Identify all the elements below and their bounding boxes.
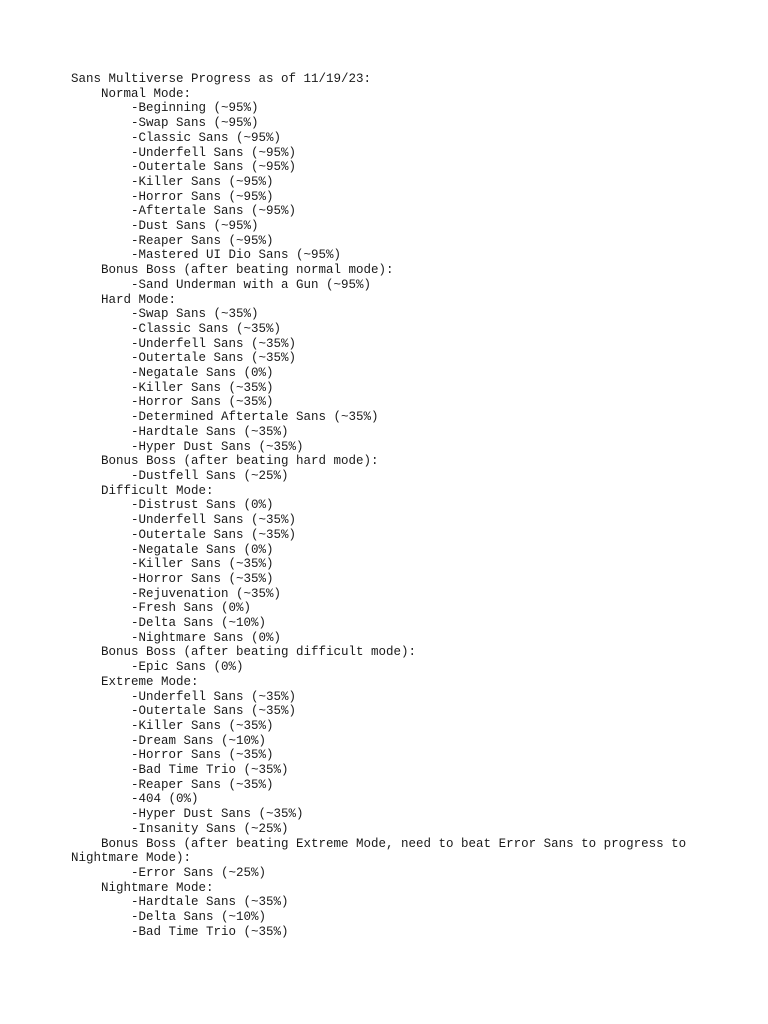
- list-item: -Underfell Sans (~35%): [131, 336, 297, 351]
- list-item: -Aftertale Sans (~95%): [131, 204, 297, 219]
- list-item: -Dustfell Sans (~25%): [131, 468, 289, 483]
- list-item: -Beginning (~95%): [131, 101, 259, 116]
- list-item: -Underfell Sans (~35%): [131, 513, 297, 528]
- list-item: -Hyper Dust Sans (~35%): [131, 807, 304, 822]
- list-item: -Killer Sans (~35%): [131, 380, 274, 395]
- list-item: -Bad Time Trio (~35%): [131, 924, 289, 939]
- list-item: -Swap Sans (~95%): [131, 116, 259, 131]
- list-item: -Outertale Sans (~35%): [131, 704, 297, 719]
- list-item: -Hyper Dust Sans (~35%): [131, 439, 304, 454]
- list-item: -Killer Sans (~95%): [131, 174, 274, 189]
- list-item: -Reaper Sans (~35%): [131, 777, 274, 792]
- list-item: -Outertale Sans (~35%): [131, 351, 297, 366]
- list-item: -Reaper Sans (~95%): [131, 233, 274, 248]
- list-item: -Nightmare Sans (0%): [131, 630, 282, 645]
- list-item: -Rejuvenation (~35%): [131, 586, 282, 601]
- section-heading: Hard Mode:: [101, 292, 177, 307]
- sections-container: [71, 87, 711, 940]
- document-body: [71, 72, 711, 939]
- list-item: -Outertale Sans (~95%): [131, 160, 297, 175]
- list-item: -Delta Sans (~10%): [131, 910, 267, 925]
- section-heading: Difficult Mode:: [101, 483, 214, 498]
- list-item: -Negatale Sans (0%): [131, 542, 274, 557]
- list-item: -Bad Time Trio (~35%): [131, 763, 289, 778]
- list-item: -Determined Aftertale Sans (~35%): [131, 410, 379, 425]
- list-item: -Distrust Sans (0%): [131, 498, 274, 513]
- list-item: -Swap Sans (~35%): [131, 307, 259, 322]
- list-item: -Hardtale Sans (~35%): [131, 424, 289, 439]
- list-item: -Underfell Sans (~95%): [131, 145, 297, 160]
- list-item: -Insanity Sans (~25%): [131, 821, 289, 836]
- document-title: Sans Multiverse Progress as of 11/19/23:: [71, 72, 372, 86]
- section-heading: Bonus Boss (after beating normal mode):: [101, 263, 394, 278]
- list-item: -Killer Sans (~35%): [131, 557, 274, 572]
- list-item: -Dust Sans (~95%): [131, 219, 259, 234]
- list-item: -Fresh Sans (0%): [131, 601, 252, 616]
- list-item: -Horror Sans (~35%): [131, 571, 274, 586]
- section-heading: Bonus Boss (after beating difficult mode):: [101, 645, 417, 660]
- list-item: -Error Sans (~25%): [131, 865, 267, 880]
- list-item: -Delta Sans (~10%): [131, 616, 267, 631]
- list-item: -Dream Sans (~10%): [131, 733, 267, 748]
- list-item: -Epic Sans (0%): [131, 660, 244, 675]
- list-item: -Negatale Sans (0%): [131, 366, 274, 381]
- section-heading: Extreme Mode:: [101, 674, 199, 689]
- list-item: -Horror Sans (~35%): [131, 748, 274, 763]
- list-item: -Mastered UI Dio Sans (~95%): [131, 248, 342, 263]
- list-item: -Underfell Sans (~35%): [131, 689, 297, 704]
- section-heading: Bonus Boss (after beating Extreme Mode, need to beat Error Sans to progress to Nightmare Mode):: [71, 836, 687, 866]
- list-item: -Killer Sans (~35%): [131, 718, 274, 733]
- list-item: -Hardtale Sans (~35%): [131, 895, 289, 910]
- list-item: -Outertale Sans (~35%): [131, 527, 297, 542]
- list-item: -Sand Underman with a Gun (~95%): [131, 277, 372, 292]
- list-item: -Classic Sans (~35%): [131, 321, 282, 336]
- section-heading: Bonus Boss (after beating hard mode):: [101, 454, 379, 469]
- list-item: -Horror Sans (~35%): [131, 395, 274, 410]
- list-item: -Classic Sans (~95%): [131, 130, 282, 145]
- list-item: -404 (0%): [131, 792, 199, 807]
- section-heading: Normal Mode:: [101, 86, 192, 101]
- list-item: -Horror Sans (~95%): [131, 189, 274, 204]
- section-heading: Nightmare Mode:: [101, 880, 214, 895]
